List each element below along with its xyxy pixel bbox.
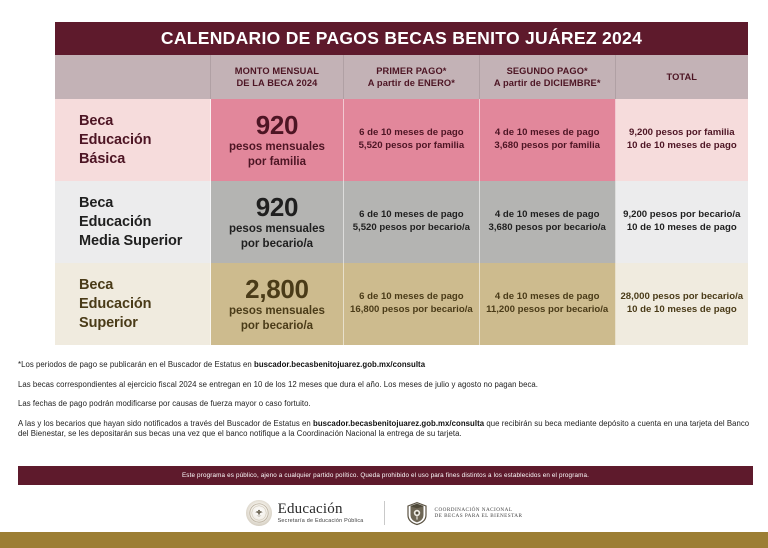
cell-monto-basica (211, 99, 344, 181)
note-4-text-pre: A las y los becarios que hayan sido notificados a través del Buscador de Estatus en (18, 418, 314, 428)
cell-total-media (616, 181, 748, 263)
coordinacion-line2: DE BECAS PARA EL BIENESTAR (434, 513, 523, 519)
total-superior-line2: 10 de 10 meses de pago (626, 304, 737, 315)
graduation-shield-icon (405, 500, 429, 526)
total-media-line2: 10 de 10 meses de pago (626, 222, 737, 233)
note-1 (18, 360, 753, 371)
primer-pago-media-line1: 6 de 10 meses de pago (359, 209, 464, 221)
table-row-media-superior (55, 181, 748, 263)
row-label-superior-line2: Educación (79, 295, 152, 312)
primer-pago-media-line2: 5,520 pesos por becario/a (352, 222, 471, 233)
header-cell-segundo-pago (480, 55, 616, 99)
segundo-pago-superior-line2: 11,200 pesos por becario/a (486, 304, 609, 315)
header-primer-line1: PRIMER PAGO* (376, 65, 447, 76)
segundo-pago-superior-line1: 4 de 10 meses de pago (494, 291, 600, 303)
cell-segundo-pago-basica (480, 99, 616, 181)
amount-sub-basica-line2: por familia (247, 155, 307, 168)
amount-sub-media-line2: por becario/a (240, 237, 314, 250)
page-title-bar (55, 22, 748, 55)
sep-logo-title: Educación (277, 501, 343, 518)
sep-logo-group (246, 500, 364, 526)
segundo-pago-basica-line1: 4 de 10 meses de pago (494, 127, 600, 139)
page-title: CALENDARIO DE PAGOS BECAS BENITO JUÁREZ 2024 (160, 28, 643, 48)
mexico-eagle-seal-icon (246, 500, 272, 526)
header-total-line1: TOTAL (666, 71, 698, 82)
segundo-pago-media-line1: 4 de 10 meses de pago (494, 209, 600, 221)
row-label-basica-line2: Educación (79, 131, 152, 148)
header-primer-line2: A partir de ENERO* (367, 78, 455, 88)
coordinacion-line1: COORDINACIÓN NACIONAL (434, 506, 513, 513)
primer-pago-superior-line2: 16,800 pesos por becario/a (350, 304, 473, 315)
note-4-text-post: que recibirán su beca mediante depósito a cuenta en una tarjeta del Banco del Bienestar, se les depositarán sus becas una vez que el banco notifique a la Coordinación Nacional la entrega de su tarjeta. (18, 418, 750, 438)
footer-logos (0, 494, 768, 532)
row-label-superior-line3: Superior (79, 314, 138, 331)
note-4 (18, 419, 753, 440)
amount-superior: 2,800 (245, 273, 309, 304)
footer-divider (384, 501, 385, 525)
amount-sub-basica-line1: pesos mensuales (229, 140, 325, 153)
amount-sub-superior-line2: por becario/a (240, 319, 314, 332)
header-monto-line2: DE LA BECA 2024 (236, 78, 318, 88)
amount-basica: 920 (255, 109, 299, 140)
row-label-media-line3: Media Superior (79, 232, 183, 249)
gold-bottom-bar (0, 532, 768, 548)
row-label-basica (55, 99, 211, 181)
header-cell-total (616, 55, 748, 99)
total-basica-line1: 9,200 pesos por familia (628, 127, 735, 139)
sep-logo-subtitle: Secretaría de Educación Pública (277, 517, 364, 524)
row-label-basica-line3: Básica (79, 150, 126, 167)
cell-monto-media (211, 181, 344, 263)
notes-section (18, 360, 753, 449)
cell-segundo-pago-media (480, 181, 616, 263)
total-superior-line1: 28,000 pesos por becario/a (620, 291, 744, 303)
row-label-superior (55, 263, 211, 345)
primer-pago-superior-line1: 6 de 10 meses de pago (359, 291, 464, 303)
row-label-basica-line1: Beca (79, 112, 114, 129)
cell-total-superior (616, 263, 748, 345)
table-header-row (55, 55, 748, 99)
amount-sub-superior-line1: pesos mensuales (229, 304, 325, 317)
disclaimer-bar (18, 466, 753, 485)
primer-pago-basica-line1: 6 de 10 meses de pago (359, 127, 464, 139)
cell-primer-pago-media (344, 181, 480, 263)
cell-segundo-pago-superior (480, 263, 616, 345)
amount-sub-media-line1: pesos mensuales (229, 222, 325, 235)
table-row-superior (55, 263, 748, 345)
table-row-basica (55, 99, 748, 181)
amount-media: 920 (255, 191, 299, 222)
note-1-url[interactable]: buscador.becasbenitojuarez.gob.mx/consulta (254, 360, 426, 369)
segundo-pago-media-line2: 3,680 pesos por becario/a (488, 222, 606, 233)
cell-total-basica (616, 99, 748, 181)
coordinacion-logo-text (435, 507, 523, 520)
cell-monto-superior (211, 263, 344, 345)
header-cell-monto-mensual (211, 55, 344, 99)
cell-primer-pago-basica (344, 99, 480, 181)
row-label-media-line2: Educación (79, 213, 152, 230)
header-cell-empty (55, 55, 211, 99)
sep-logo-text (278, 502, 364, 524)
total-media-line1: 9,200 pesos por becario/a (623, 209, 741, 221)
note-2: Las becas correspondientes al ejercicio fiscal 2024 se entregan en 10 de los 12 meses que dura el año. Los meses de julio y agosto no pagan beca. (18, 379, 539, 389)
header-monto-line1: MONTO MENSUAL (234, 65, 320, 76)
row-label-media-line1: Beca (79, 194, 114, 211)
header-segundo-line1: SEGUNDO PAGO* (506, 65, 588, 76)
total-basica-line2: 10 de 10 meses de pago (626, 140, 737, 151)
row-label-superior-line1: Beca (79, 276, 114, 293)
note-3: Las fechas de pago podrán modificarse por causas de fuerza mayor o caso fortuito. (18, 399, 311, 408)
header-cell-primer-pago (344, 55, 480, 99)
payments-table (55, 55, 748, 345)
header-segundo-line2: A partir de DICIEMBRE* (493, 78, 601, 88)
coordinacion-logo-group (405, 500, 523, 526)
primer-pago-basica-line2: 5,520 pesos por familia (358, 140, 465, 151)
segundo-pago-basica-line2: 3,680 pesos por familia (494, 140, 600, 151)
cell-primer-pago-superior (344, 263, 480, 345)
note-1-text: *Los periodos de pago se publicarán en el Buscador de Estatus en (18, 360, 255, 369)
note-4-url[interactable]: buscador.becasbenitojuarez.gob.mx/consulta (313, 418, 485, 428)
disclaimer-text: Este programa es público, ajeno a cualquier partido político. Queda prohibido el uso para fines distintos a los establecidos en el programa. (181, 472, 590, 479)
row-label-media-superior (55, 181, 211, 263)
